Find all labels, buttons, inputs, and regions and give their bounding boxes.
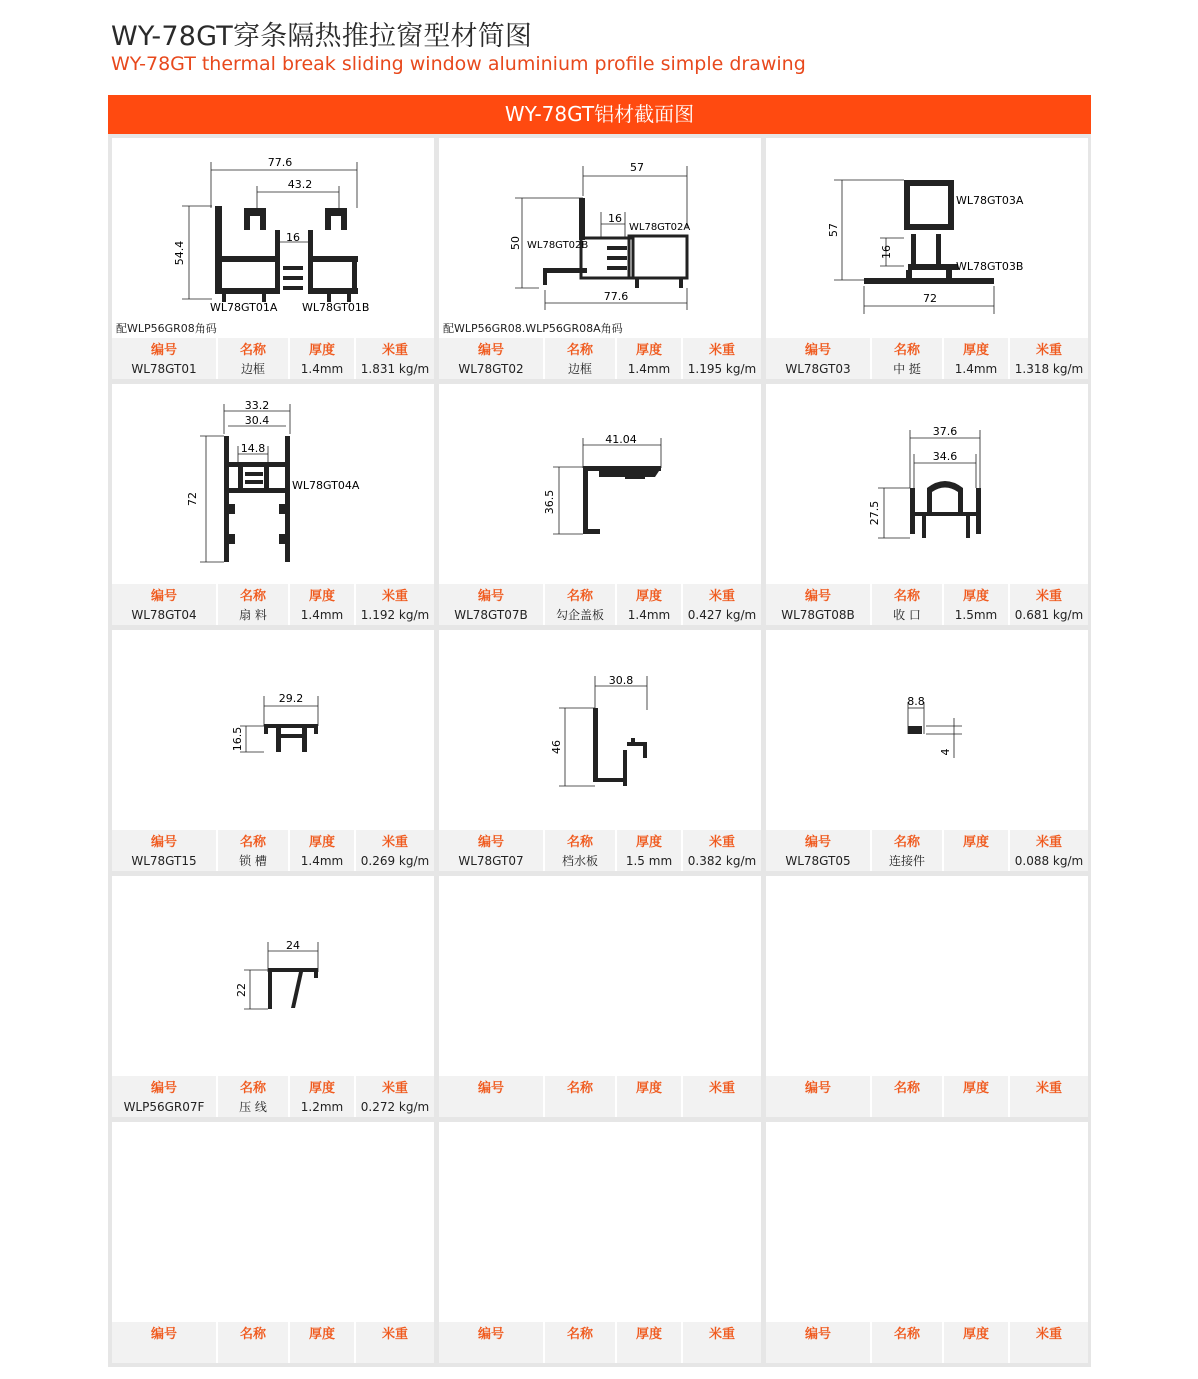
part-label: WL78GT04A — [292, 479, 360, 492]
profile-card — [112, 876, 434, 1117]
profile-drawing — [439, 630, 761, 830]
name-header: 名称 — [239, 589, 266, 604]
name-header: 名称 — [566, 1081, 593, 1096]
code-header: 编号 — [477, 835, 504, 850]
profile-code: WL78GT15 — [131, 854, 197, 868]
profile-info-row — [439, 584, 761, 625]
thickness-header: 厚度 — [962, 343, 989, 358]
name-header: 名称 — [239, 1327, 266, 1342]
dim-label: 54.4 — [173, 240, 186, 266]
part-label: WL78GT01B — [302, 301, 370, 314]
weight-header: 米重 — [381, 1081, 408, 1096]
name-header: 名称 — [893, 1081, 920, 1096]
profile-thickness: 1.4mm — [300, 362, 344, 376]
profile-weight: 0.272 kg/m — [360, 1100, 430, 1114]
profile-drawing — [766, 630, 1088, 830]
thickness-header: 厚度 — [635, 1327, 662, 1342]
profile-card-empty — [112, 1122, 434, 1363]
profile-info-row — [112, 830, 434, 871]
profile-code: WL78GT04 — [131, 608, 197, 622]
part-label: WL78GT03A — [956, 194, 1024, 207]
profile-info-row — [766, 1076, 1088, 1117]
profile-info-row — [112, 1076, 434, 1117]
profile-name: 收 口 — [893, 608, 921, 622]
name-header: 名称 — [239, 1081, 266, 1096]
profile-weight: 0.427 kg/m — [687, 608, 757, 622]
thickness-header: 厚度 — [962, 835, 989, 850]
dim-label: 14.8 — [240, 442, 266, 455]
thickness-header: 厚度 — [308, 1327, 335, 1342]
weight-header: 米重 — [381, 589, 408, 604]
code-header: 编号 — [804, 835, 831, 850]
profile-code: WL78GT03 — [785, 362, 851, 376]
profile-weight: 0.681 kg/m — [1014, 608, 1084, 622]
profile-note: 配WLP56GR08角码 — [116, 322, 217, 335]
profile-drawing — [439, 384, 761, 584]
weight-header: 米重 — [1035, 589, 1062, 604]
profile-info-row — [439, 1322, 761, 1363]
profile-code: WLP56GR07F — [123, 1100, 205, 1114]
dim-label: 29.2 — [278, 692, 304, 705]
dim-label: 50 — [509, 236, 522, 250]
code-header: 编号 — [477, 1327, 504, 1342]
profile-weight: 0.382 kg/m — [687, 854, 757, 868]
dim-label: 43.2 — [287, 178, 313, 191]
weight-header: 米重 — [708, 1327, 735, 1342]
profile-card — [112, 384, 434, 625]
profile-drawing — [439, 138, 761, 338]
part-label: WL78GT03B — [956, 260, 1024, 273]
profile-info-row — [112, 1322, 434, 1363]
profile-card-empty — [766, 1122, 1088, 1363]
dim-label: 77.6 — [603, 290, 629, 303]
profile-name: 边框 — [567, 362, 592, 376]
profile-code: WL78GT07B — [454, 608, 528, 622]
profile-card — [439, 138, 761, 379]
profile-thickness: 1.5 mm — [625, 854, 673, 868]
profile-card-empty — [439, 876, 761, 1117]
profile-drawing — [766, 384, 1088, 584]
profile-code: WL78GT02 — [458, 362, 524, 376]
profile-drawing — [112, 384, 434, 584]
page-subtitle: WY-78GT thermal break sliding window aluminium profile simple drawing — [111, 53, 806, 75]
weight-header: 米重 — [708, 589, 735, 604]
name-header: 名称 — [566, 343, 593, 358]
profile-name: 锁 槽 — [239, 854, 267, 868]
code-header: 编号 — [804, 343, 831, 358]
profile-card-empty — [766, 876, 1088, 1117]
thickness-header: 厚度 — [308, 835, 335, 850]
dim-label: 33.2 — [244, 399, 270, 412]
part-label: WL78GT02B — [527, 240, 589, 251]
profile-weight: 1.195 kg/m — [687, 362, 757, 376]
name-header: 名称 — [893, 343, 920, 358]
profile-drawing — [112, 876, 434, 1076]
profile-drawing — [112, 630, 434, 830]
profile-drawing — [112, 138, 434, 338]
name-header: 名称 — [893, 1327, 920, 1342]
dim-label: 46 — [550, 740, 563, 754]
dim-label: 37.6 — [932, 425, 958, 438]
profile-thickness: 1.5mm — [954, 608, 998, 622]
weight-header: 米重 — [708, 343, 735, 358]
dim-label: 34.6 — [932, 450, 958, 463]
code-header: 编号 — [150, 589, 177, 604]
profile-info-row — [766, 338, 1088, 379]
dim-label: 8.8 — [907, 695, 925, 708]
page-title: WY-78GT穿条隔热推拉窗型材简图 — [111, 21, 533, 52]
dim-label: 22 — [235, 983, 248, 997]
name-header: 名称 — [566, 835, 593, 850]
profile-thickness: 1.4mm — [627, 608, 671, 622]
profile-weight: 0.088 kg/m — [1014, 854, 1084, 868]
dim-label: 27.5 — [868, 500, 881, 526]
name-header: 名称 — [239, 835, 266, 850]
thickness-header: 厚度 — [635, 589, 662, 604]
code-header: 编号 — [150, 1327, 177, 1342]
name-header: 名称 — [893, 835, 920, 850]
weight-header: 米重 — [708, 1081, 735, 1096]
profile-info-row — [112, 338, 434, 379]
profile-drawing — [766, 138, 1088, 338]
profile-card — [766, 138, 1088, 379]
code-header: 编号 — [804, 1081, 831, 1096]
profile-thickness: 1.4mm — [300, 608, 344, 622]
profile-thickness: 1.2mm — [300, 1100, 344, 1114]
code-header: 编号 — [804, 589, 831, 604]
dim-label: 30.8 — [608, 674, 634, 687]
profile-weight: 0.269 kg/m — [360, 854, 430, 868]
dim-label: 16.5 — [231, 726, 244, 752]
dim-label: 4 — [939, 748, 952, 756]
weight-header: 米重 — [1035, 835, 1062, 850]
code-header: 编号 — [477, 589, 504, 604]
thickness-header: 厚度 — [962, 589, 989, 604]
profile-name: 边框 — [240, 362, 265, 376]
name-header: 名称 — [566, 589, 593, 604]
profile-name: 压 线 — [239, 1100, 267, 1114]
part-label: WL78GT01A — [210, 301, 278, 314]
profile-info-row — [439, 338, 761, 379]
profile-card-empty — [439, 1122, 761, 1363]
dim-label: 57 — [827, 223, 840, 237]
profile-info-row — [766, 830, 1088, 871]
thickness-header: 厚度 — [962, 1327, 989, 1342]
code-header: 编号 — [477, 1081, 504, 1096]
profile-name: 勾企盖板 — [555, 608, 604, 622]
profile-info-row — [766, 1322, 1088, 1363]
weight-header: 米重 — [1035, 1327, 1062, 1342]
profile-thickness: 1.4mm — [954, 362, 998, 376]
name-header: 名称 — [566, 1327, 593, 1342]
profile-name: 档水板 — [561, 854, 598, 868]
thickness-header: 厚度 — [962, 1081, 989, 1096]
dim-label: 16 — [286, 231, 300, 244]
name-header: 名称 — [893, 589, 920, 604]
profile-card — [766, 630, 1088, 871]
name-header: 名称 — [239, 343, 266, 358]
code-header: 编号 — [477, 343, 504, 358]
profile-thickness: 1.4mm — [300, 854, 344, 868]
profile-code: WL78GT01 — [131, 362, 197, 376]
section-banner: WY-78GT铝材截面图 — [108, 95, 1091, 134]
profile-info-row — [439, 1076, 761, 1117]
profile-card — [112, 138, 434, 379]
weight-header: 米重 — [381, 835, 408, 850]
profile-card — [439, 630, 761, 871]
profile-code: WL78GT05 — [785, 854, 851, 868]
dim-label: 16 — [880, 245, 893, 259]
profile-code: WL78GT07 — [458, 854, 524, 868]
code-header: 编号 — [150, 343, 177, 358]
dim-label: 77.6 — [267, 156, 293, 169]
weight-header: 米重 — [1035, 343, 1062, 358]
thickness-header: 厚度 — [635, 343, 662, 358]
thickness-header: 厚度 — [635, 1081, 662, 1096]
weight-header: 米重 — [1035, 1081, 1062, 1096]
profile-thickness: 1.4mm — [627, 362, 671, 376]
profile-note: 配WLP56GR08.WLP56GR08A角码 — [443, 322, 623, 335]
profile-weight: 1.192 kg/m — [360, 608, 430, 622]
dim-label: 72 — [186, 492, 199, 506]
profile-card — [766, 384, 1088, 625]
profile-card — [439, 384, 761, 625]
thickness-header: 厚度 — [308, 589, 335, 604]
thickness-header: 厚度 — [308, 343, 335, 358]
code-header: 编号 — [804, 1327, 831, 1342]
dim-label: 57 — [630, 161, 644, 174]
dim-label: 30.4 — [244, 414, 270, 427]
thickness-header: 厚度 — [308, 1081, 335, 1096]
profile-name: 中 挺 — [893, 362, 921, 376]
weight-header: 米重 — [708, 835, 735, 850]
code-header: 编号 — [150, 835, 177, 850]
profile-info-row — [112, 584, 434, 625]
profile-info-row — [439, 830, 761, 871]
weight-header: 米重 — [381, 1327, 408, 1342]
profile-grid — [108, 134, 1091, 1367]
profile-weight: 1.318 kg/m — [1014, 362, 1084, 376]
dim-label: 16 — [608, 212, 622, 225]
dim-label: 41.04 — [605, 433, 637, 446]
dim-label: 24 — [286, 939, 300, 952]
profile-name: 连接件 — [888, 854, 925, 868]
profile-weight: 1.831 kg/m — [360, 362, 430, 376]
dim-label: 36.5 — [543, 489, 556, 515]
thickness-header: 厚度 — [635, 835, 662, 850]
profile-name: 扇 料 — [239, 608, 267, 622]
part-label: WL78GT02A — [629, 222, 691, 233]
dim-label: 72 — [923, 292, 937, 305]
profile-card — [112, 630, 434, 871]
profile-info-row — [766, 584, 1088, 625]
code-header: 编号 — [150, 1081, 177, 1096]
profile-code: WL78GT08B — [781, 608, 855, 622]
weight-header: 米重 — [381, 343, 408, 358]
